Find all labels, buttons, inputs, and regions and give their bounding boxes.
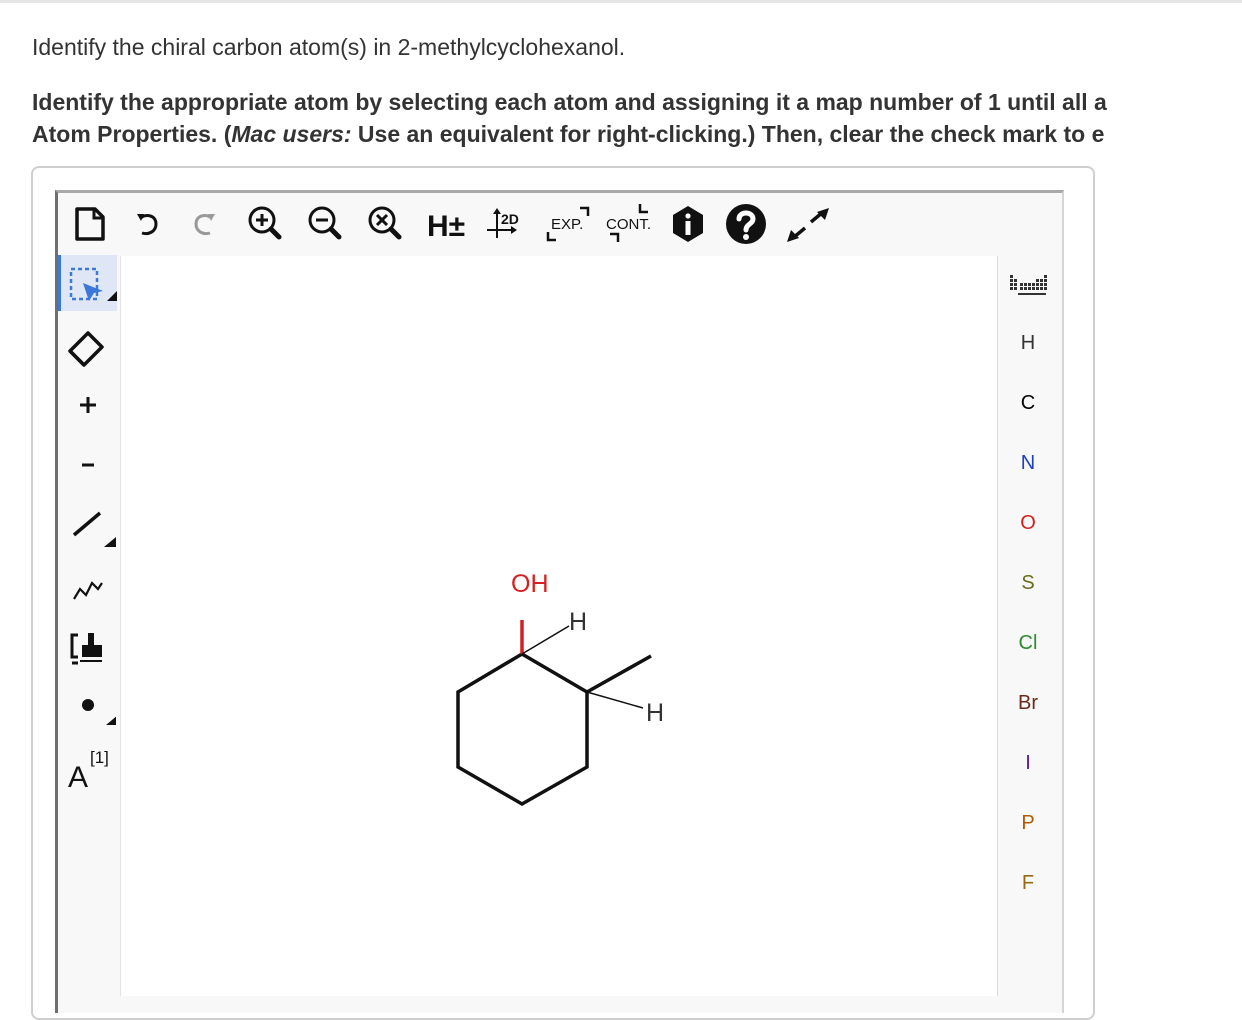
contract-button[interactable] <box>602 197 658 251</box>
plus-icon <box>60 379 116 435</box>
info-button[interactable] <box>666 197 710 251</box>
instructions-line-2a: Atom Properties. ( <box>32 121 232 147</box>
atom-map-base: A <box>68 761 89 794</box>
single-bond-icon <box>60 499 116 555</box>
hydrogens-label: H± <box>427 210 466 242</box>
redo-button[interactable] <box>182 197 226 251</box>
top-divider <box>0 0 1242 3</box>
instructions-line-2b: Use an equivalent for right-clicking.) Then, clear the check mark to e <box>351 121 1105 147</box>
c1-hydrogen-label[interactable]: H <box>569 608 588 636</box>
element-H[interactable] <box>998 323 1058 363</box>
undo-icon <box>132 208 164 240</box>
expand-label: EXP. <box>551 216 584 233</box>
fullscreen-icon <box>783 202 833 246</box>
fullscreen-button[interactable] <box>780 197 836 251</box>
clean-2d-label: 2D <box>501 211 519 227</box>
element-O-label: O <box>1020 512 1036 534</box>
c2-hydrogen-label[interactable]: H <box>646 699 665 727</box>
clean-2d-icon <box>485 204 533 244</box>
undo-button[interactable] <box>126 197 170 251</box>
chain-icon <box>60 563 116 619</box>
atom-map-tool[interactable] <box>60 735 116 794</box>
select-tool[interactable] <box>58 255 117 311</box>
periodic-table-icon <box>1010 275 1048 297</box>
info-icon <box>670 204 706 244</box>
eraser-tool[interactable] <box>60 319 116 375</box>
question-text: Identify the chiral carbon atom(s) in 2-methylcyclohexanol. <box>32 34 626 60</box>
drawing-canvas[interactable] <box>120 256 998 996</box>
element-S-label: S <box>1021 572 1035 594</box>
element-S[interactable] <box>998 563 1058 603</box>
minus-icon <box>60 439 116 495</box>
element-N-label: N <box>1020 452 1036 474</box>
element-Cl[interactable] <box>998 623 1058 663</box>
c2-h-bond <box>587 692 643 708</box>
redo-icon <box>188 208 220 240</box>
element-toolbar <box>998 255 1058 996</box>
zoom-out-icon <box>305 204 345 244</box>
molecule-drawing <box>121 256 997 996</box>
clean-2d-button[interactable] <box>484 197 534 251</box>
eraser-icon <box>60 319 116 375</box>
new-document-button[interactable] <box>66 197 114 251</box>
methyl-bond <box>587 656 651 692</box>
expand-icon <box>544 202 596 246</box>
element-F-label: F <box>1021 872 1035 894</box>
element-P[interactable] <box>998 803 1058 843</box>
hydrogens-icon <box>423 206 467 242</box>
mac-users-label: Mac users: <box>231 121 352 147</box>
atom-map-icon <box>60 735 120 795</box>
instructions-line-1: Identify the appropriate atom by selecting each atom and assigning it a map number of 1 until all a <box>32 89 1107 115</box>
template-tool[interactable] <box>60 621 116 677</box>
help-icon <box>724 202 768 246</box>
zoom-out-button[interactable] <box>302 197 348 251</box>
zoom-reset-button[interactable] <box>362 197 408 251</box>
editor-toolbar <box>58 193 1058 255</box>
element-C[interactable] <box>998 383 1058 423</box>
element-I-label: I <box>1025 752 1031 774</box>
template-icon <box>60 621 116 677</box>
element-Br-label: Br <box>1018 692 1038 714</box>
element-F[interactable] <box>998 863 1058 903</box>
contract-label: CONT. <box>606 216 651 233</box>
element-N[interactable] <box>998 443 1058 483</box>
zoom-in-button[interactable] <box>242 197 288 251</box>
expand-button[interactable] <box>544 197 596 251</box>
element-C-label: C <box>1020 392 1036 414</box>
element-I[interactable] <box>998 743 1058 783</box>
periodic-table-button[interactable] <box>1010 275 1048 302</box>
hydroxyl-label[interactable]: OH <box>511 570 549 598</box>
question-instructions <box>32 86 1107 150</box>
element-Br[interactable] <box>998 683 1058 723</box>
increase-charge-tool[interactable] <box>60 379 116 435</box>
decrease-charge-tool[interactable] <box>60 439 116 495</box>
contract-icon <box>602 202 658 246</box>
zoom-in-icon <box>245 204 285 244</box>
element-O[interactable] <box>998 503 1058 543</box>
element-P-label: P <box>1021 812 1035 834</box>
atom-map-sup: [1] <box>90 748 109 767</box>
element-H-label: H <box>1020 332 1036 354</box>
element-Cl-label: Cl <box>1018 632 1038 654</box>
hydrogens-button[interactable] <box>422 197 468 251</box>
chain-tool[interactable] <box>60 563 116 619</box>
left-toolbar <box>58 255 118 996</box>
new-document-icon <box>73 205 107 243</box>
select-icon <box>61 255 117 311</box>
help-button[interactable] <box>722 197 770 251</box>
c1-h-bond <box>522 626 569 654</box>
single-bond-tool[interactable] <box>60 499 116 555</box>
zoom-reset-icon <box>365 204 405 244</box>
cyclohexane-ring <box>458 654 587 804</box>
